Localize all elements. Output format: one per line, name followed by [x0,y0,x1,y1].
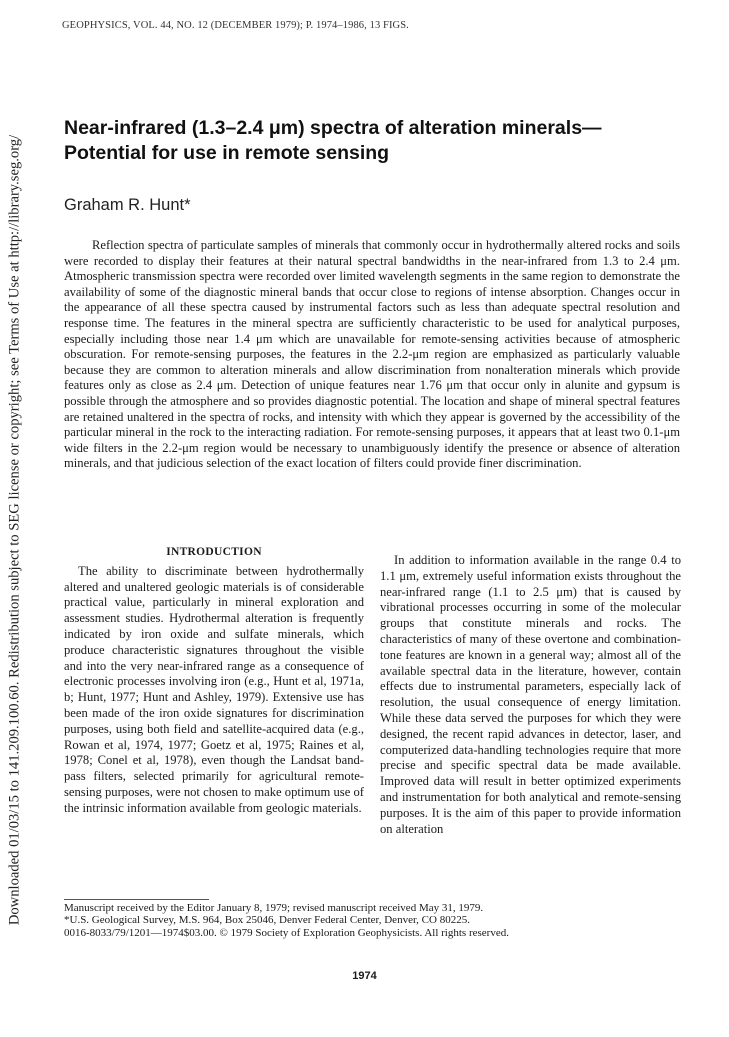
running-header: GEOPHYSICS, VOL. 44, NO. 12 (DECEMBER 1979); P. 1974–1986, 13 FIGS. [62,20,409,31]
footnotes [64,902,624,939]
footnote-manuscript: Manuscript received by the Editor January 8, 1979; revised manuscript received May 31, 1979. [64,902,484,914]
footnote-divider [64,899,209,900]
footnote-affiliation: *U.S. Geological Survey, M.S. 964, Box 25046, Denver Federal Center, Denver, CO 80225. [64,914,470,927]
section-heading-introduction: INTRODUCTION [166,546,262,558]
intro-paragraph-right: In addition to information available in the range 0.4 to 1.1 μm, extremely useful information exists throughout the near-infrared range (1.1 to 2.5 μm) that is caused by vibrational processes occurring in some of the molecular groups that constitute minerals and rocks. The characteristics of many of these overtone and combination-tone features are known in a general way; almost all of the available spectral data in the literature, however, contain effects due to instrumental parameters, especially lack of resolution, the usual consequence of energy limitation. While these data served the purposes for which they were designed, the recent rapid advances in detector, laser, and computerized data-handling technologies require that more precise and specific spectral data be made available. Improved data will result in better optimized experiments and instrumentation for both analytical and remote-sensing purposes. It is the aim of this paper to provide information on alteration [380,553,681,836]
article-title-line-1: Near-infrared (1.3–2.4 μm) spectra of alteration minerals— [64,117,602,139]
abstract: Reflection spectra of particulate samples of minerals that commonly occur in hydrothermally altered rocks and soils were recorded to display their features at their natural spectral bandwidths in the near-infrared from 1.3 to 2.4 μm. Atmospheric transmission spectra were recorded over limited wavelength segments in the same region to demonstrate the availability of some of the diagnostic mineral bands that occur close to regions of intense absorption. Changes occur in the appearance of all these spectra caused by instrumental factors such as less than adequate spectral resolution and response time. The features in the mineral spectra are sufficiently characteristic to be used for analytical purposes, especially including those near 1.4 μm which are unavailable for remote-sensing activities because of atmospheric obscuration. For remote-sensing purposes, the features in the 2.2-μm region are emphasized as particularly valuable because they are common to alteration minerals and allow discrimination from nonalteration minerals which provide features only as close as 2.4 μm. Detection of unique features near 1.76 μm that occur only in alunite and gypsum is possible through the atmosphere and so provides diagnostic potential. The location and shape of mineral spectral features are retained unaltered in the spectra of rocks, and intensity with which they appear is governed by the accessibility of the particular mineral in the rock to the interacting radiation. For remote-sensing purposes, it appears that at least two 0.1-μm wide filters in the 2.2-μm region would be necessary to unambiguously identify the presence or absence of alteration minerals, and that judicious selection of the exact location of filters could provide finer discrimination. [64,238,680,471]
download-watermark [2,90,28,970]
download-watermark-text: Downloaded 01/03/15 to 141.209.100.60. Redistribution subject to SEG license or copyright; see Terms of Use at http://library.seg.org/ [6,134,23,926]
article-title-line-2: Potential for use in remote sensing [64,142,390,164]
footnote-copyright: 0016-8033/79/1201—1974$03.00. © 1979 Society of Exploration Geophysicists. All rights reserved. [64,926,509,939]
page-number: 1974 [352,970,377,982]
intro-paragraph-left: The ability to discriminate between hydrothermally altered and unaltered geologic materials is of considerable practical value, particularly in mineral exploration and assessment studies. Hydrothermal alteration is frequently indicated by iron oxide and sulfate minerals, which produce characteristic signatures throughout the visible and into the very near-infrared range as a consequence of electronic processes involving iron (e.g., Hunt et al, 1971a, b; Hunt, 1977; Hunt and Ashley, 1979). Extensive use has been made of the iron oxide signatures for discrimination purposes, using both field and satellite-acquired data (e.g., Rowan et al, 1974, 1977; Goetz et al, 1975; Raines et al, 1978; Conel et al, 1978), even though the Landsat band-pass filters, selected primarily for agricultural remote-sensing purposes, were not chosen to make optimum use of the intrinsic information available from geologic materials. [64,563,364,815]
right-column [380,553,681,837]
author-name: Graham R. Hunt* [64,196,191,214]
left-column [64,545,364,817]
article-title [64,116,704,166]
